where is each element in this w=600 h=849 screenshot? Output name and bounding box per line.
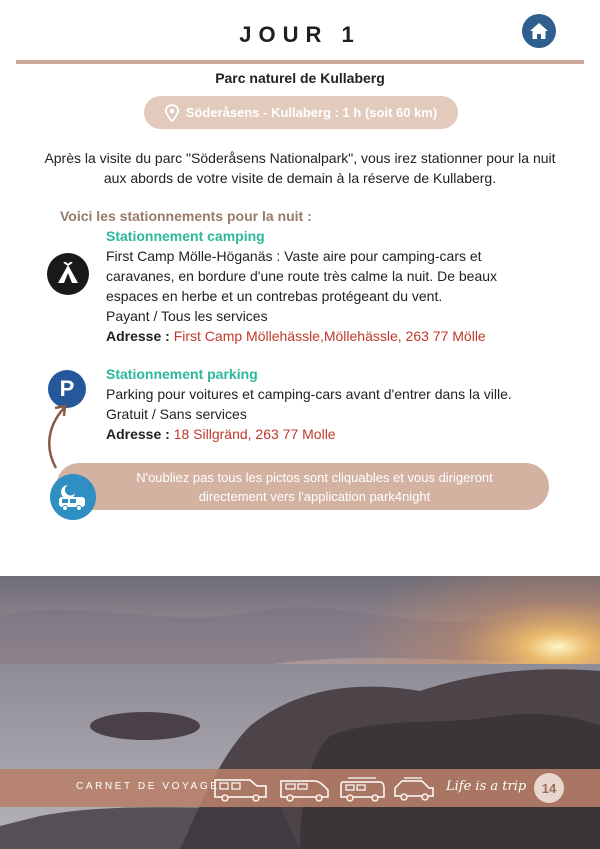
van-icon — [278, 774, 332, 802]
tent-icon — [55, 262, 81, 286]
combi-icon — [338, 774, 386, 802]
info-line-2: directement vers l'application park4night — [198, 488, 431, 504]
parking-description: Parking pour voitures et camping-cars avant d'entrer dans la ville. — [106, 386, 512, 402]
sunset-coast-photo — [0, 576, 600, 849]
page-number: 14 — [534, 773, 564, 803]
section-title: Parc naturel de Kullaberg — [215, 70, 385, 86]
parking-services: Gratuit / Sans services — [106, 406, 247, 422]
footer-label: CARNET DE VOYAGE — [76, 781, 220, 792]
intro-paragraph: Après la visite du parc "Söderåsens Nationalpark", vous irez stationner pour la nuit aux abords de votre visite de demain à la réserve de Kullaberg. — [44, 150, 556, 186]
car-icon — [392, 774, 436, 802]
parking-block — [106, 364, 546, 444]
info-banner — [56, 463, 549, 510]
route-text: Söderåsens - Kullaberg : 1 h (soit 60 km) — [185, 105, 438, 120]
home-icon — [529, 22, 549, 40]
camper-icon — [212, 774, 270, 802]
park4night-button[interactable] — [50, 474, 96, 520]
camping-block — [106, 226, 546, 346]
page-title: JOUR 1 — [239, 22, 361, 47]
route-badge — [144, 96, 458, 129]
camping-services: Payant / Tous les services — [106, 308, 268, 324]
camping-link-button[interactable] — [47, 253, 89, 295]
curved-arrow-icon — [42, 398, 74, 470]
park4night-icon — [56, 482, 90, 512]
home-button[interactable] — [522, 14, 556, 48]
parking-label: Stationnement parking — [106, 366, 258, 382]
info-line-1: N'oubliez pas tous les pictos sont cliquables et vous dirigeront — [136, 469, 493, 485]
tagline: Life is a trip — [446, 779, 527, 794]
footer-band — [0, 769, 600, 807]
camping-description: First Camp Mölle-Höganäs : Vaste aire pour camping-cars et caravanes, en bordure d'une route très calme la nuit. De beaux espaces en herbe et un contrebas protégeant du vent. — [106, 248, 498, 304]
camping-address[interactable]: First Camp Möllehässle,Möllehässle, 263 77 Mölle — [173, 328, 486, 344]
header-divider — [16, 60, 584, 64]
parking-heading: Voici les stationnements pour la nuit : — [60, 208, 312, 224]
parking-icon: P — [59, 376, 75, 401]
parking-address-label: Adresse : — [106, 426, 170, 442]
parking-address[interactable]: 18 Sillgränd, 263 77 Molle — [173, 426, 336, 442]
camping-label: Stationnement camping — [106, 228, 265, 244]
map-pin-icon — [165, 104, 179, 122]
camping-address-line — [106, 326, 546, 346]
parking-address-line — [106, 424, 546, 444]
camping-address-label: Adresse : — [106, 328, 170, 344]
